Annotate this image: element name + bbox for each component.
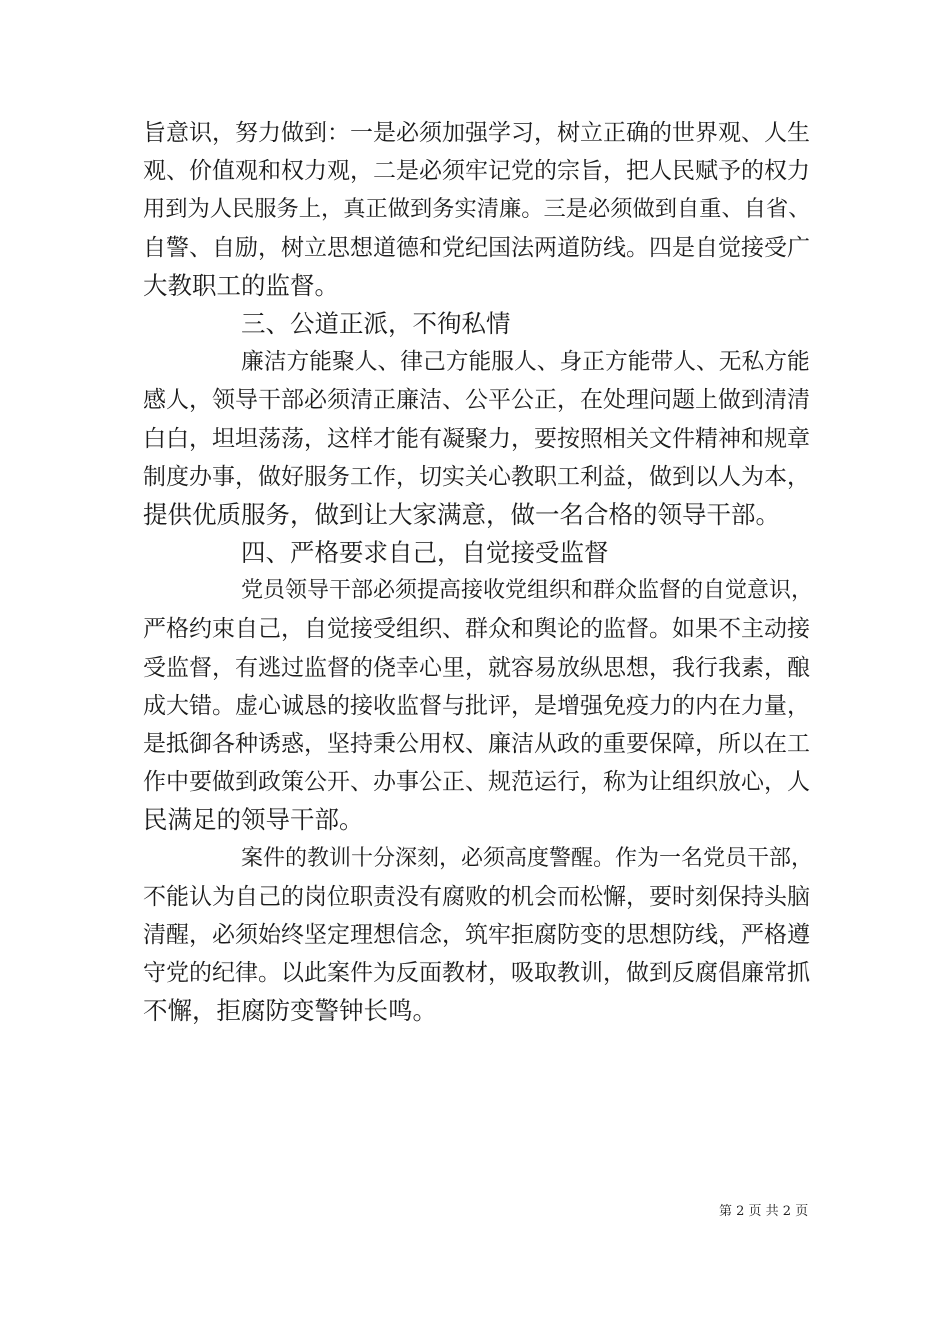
text-line: 用到为人民服务上，真正做到务实清廉。三是必须做到自重、自省、: [143, 196, 811, 223]
text-line: 作中要做到政策公开、办事公正、规范运行，称为让组织放心，人: [143, 769, 810, 796]
text-line: 不懈，拒腐防变警钟长鸣。: [143, 996, 437, 1026]
text-line: 观、价值观和权力观，二是必须牢记党的宗旨，把人民赋予的权力: [143, 158, 810, 185]
text-line: 制度办事，做好服务工作，切实关心教职工利益，做到以人为本，: [143, 463, 810, 490]
text-line: 成大错。虚心诚恳的接收监督与批评，是增强免疫力的内在力量，: [143, 692, 810, 719]
text-line: 守党的纪律。以此案件为反面教材，吸取教训，做到反腐倡廉常抓: [143, 960, 810, 987]
text-line: 是抵御各种诱惑，坚持秉公用权、廉洁从政的重要保障，所以在工: [143, 731, 810, 757]
text-line: 廉洁方能聚人、律己方能服人、身正方能带人、无私方能: [241, 349, 810, 376]
text-line: 严格约束自己，自觉接受组织、群众和舆论的监督。如果不主动接: [143, 616, 810, 643]
text-line: 受监督，有逃过监督的侥幸心里，就容易放纵思想，我行我素，酿: [143, 654, 810, 681]
document-body: [143, 114, 813, 1031]
text-line: 三、公道正派，不徇私情: [241, 308, 511, 338]
text-line: 案件的教训十分深刻，必须高度警醒。作为一名党员干部，: [241, 845, 814, 871]
text-line: 不能认为自己的岗位职责没有腐败的机会而松懈，要时刻保持头脑: [143, 883, 810, 910]
page-number: 第 2 页 共 2 页: [719, 1204, 809, 1219]
text-line: 清醒，必须始终坚定理想信念，筑牢拒腐防变的思想防线，严格遵: [143, 921, 810, 948]
text-line: 自警、自励，树立思想道德和党纪国法两道防线。四是自觉接受广: [143, 234, 810, 261]
text-line: 提供优质服务，做到让大家满意，做一名合格的领导干部。: [143, 499, 780, 529]
text-line: 感人，领导干部必须清正廉洁、公平公正，在处理问题上做到清清: [143, 387, 810, 414]
text-line: 党员领导干部必须提高接收党组织和群众监督的自觉意识，: [241, 578, 814, 604]
text-line: 白白，坦坦荡荡，这样才能有凝聚力，要按照相关文件精神和规章: [143, 425, 810, 452]
text-line: 四、严格要求自己，自觉接受监督: [241, 538, 609, 568]
text-line: 民满足的领导干部。: [143, 805, 364, 835]
text-line: 大教职工的监督。: [143, 270, 339, 300]
text-line: 旨意识，努力做到：一是必须加强学习，树立正确的世界观、人生: [143, 120, 810, 146]
